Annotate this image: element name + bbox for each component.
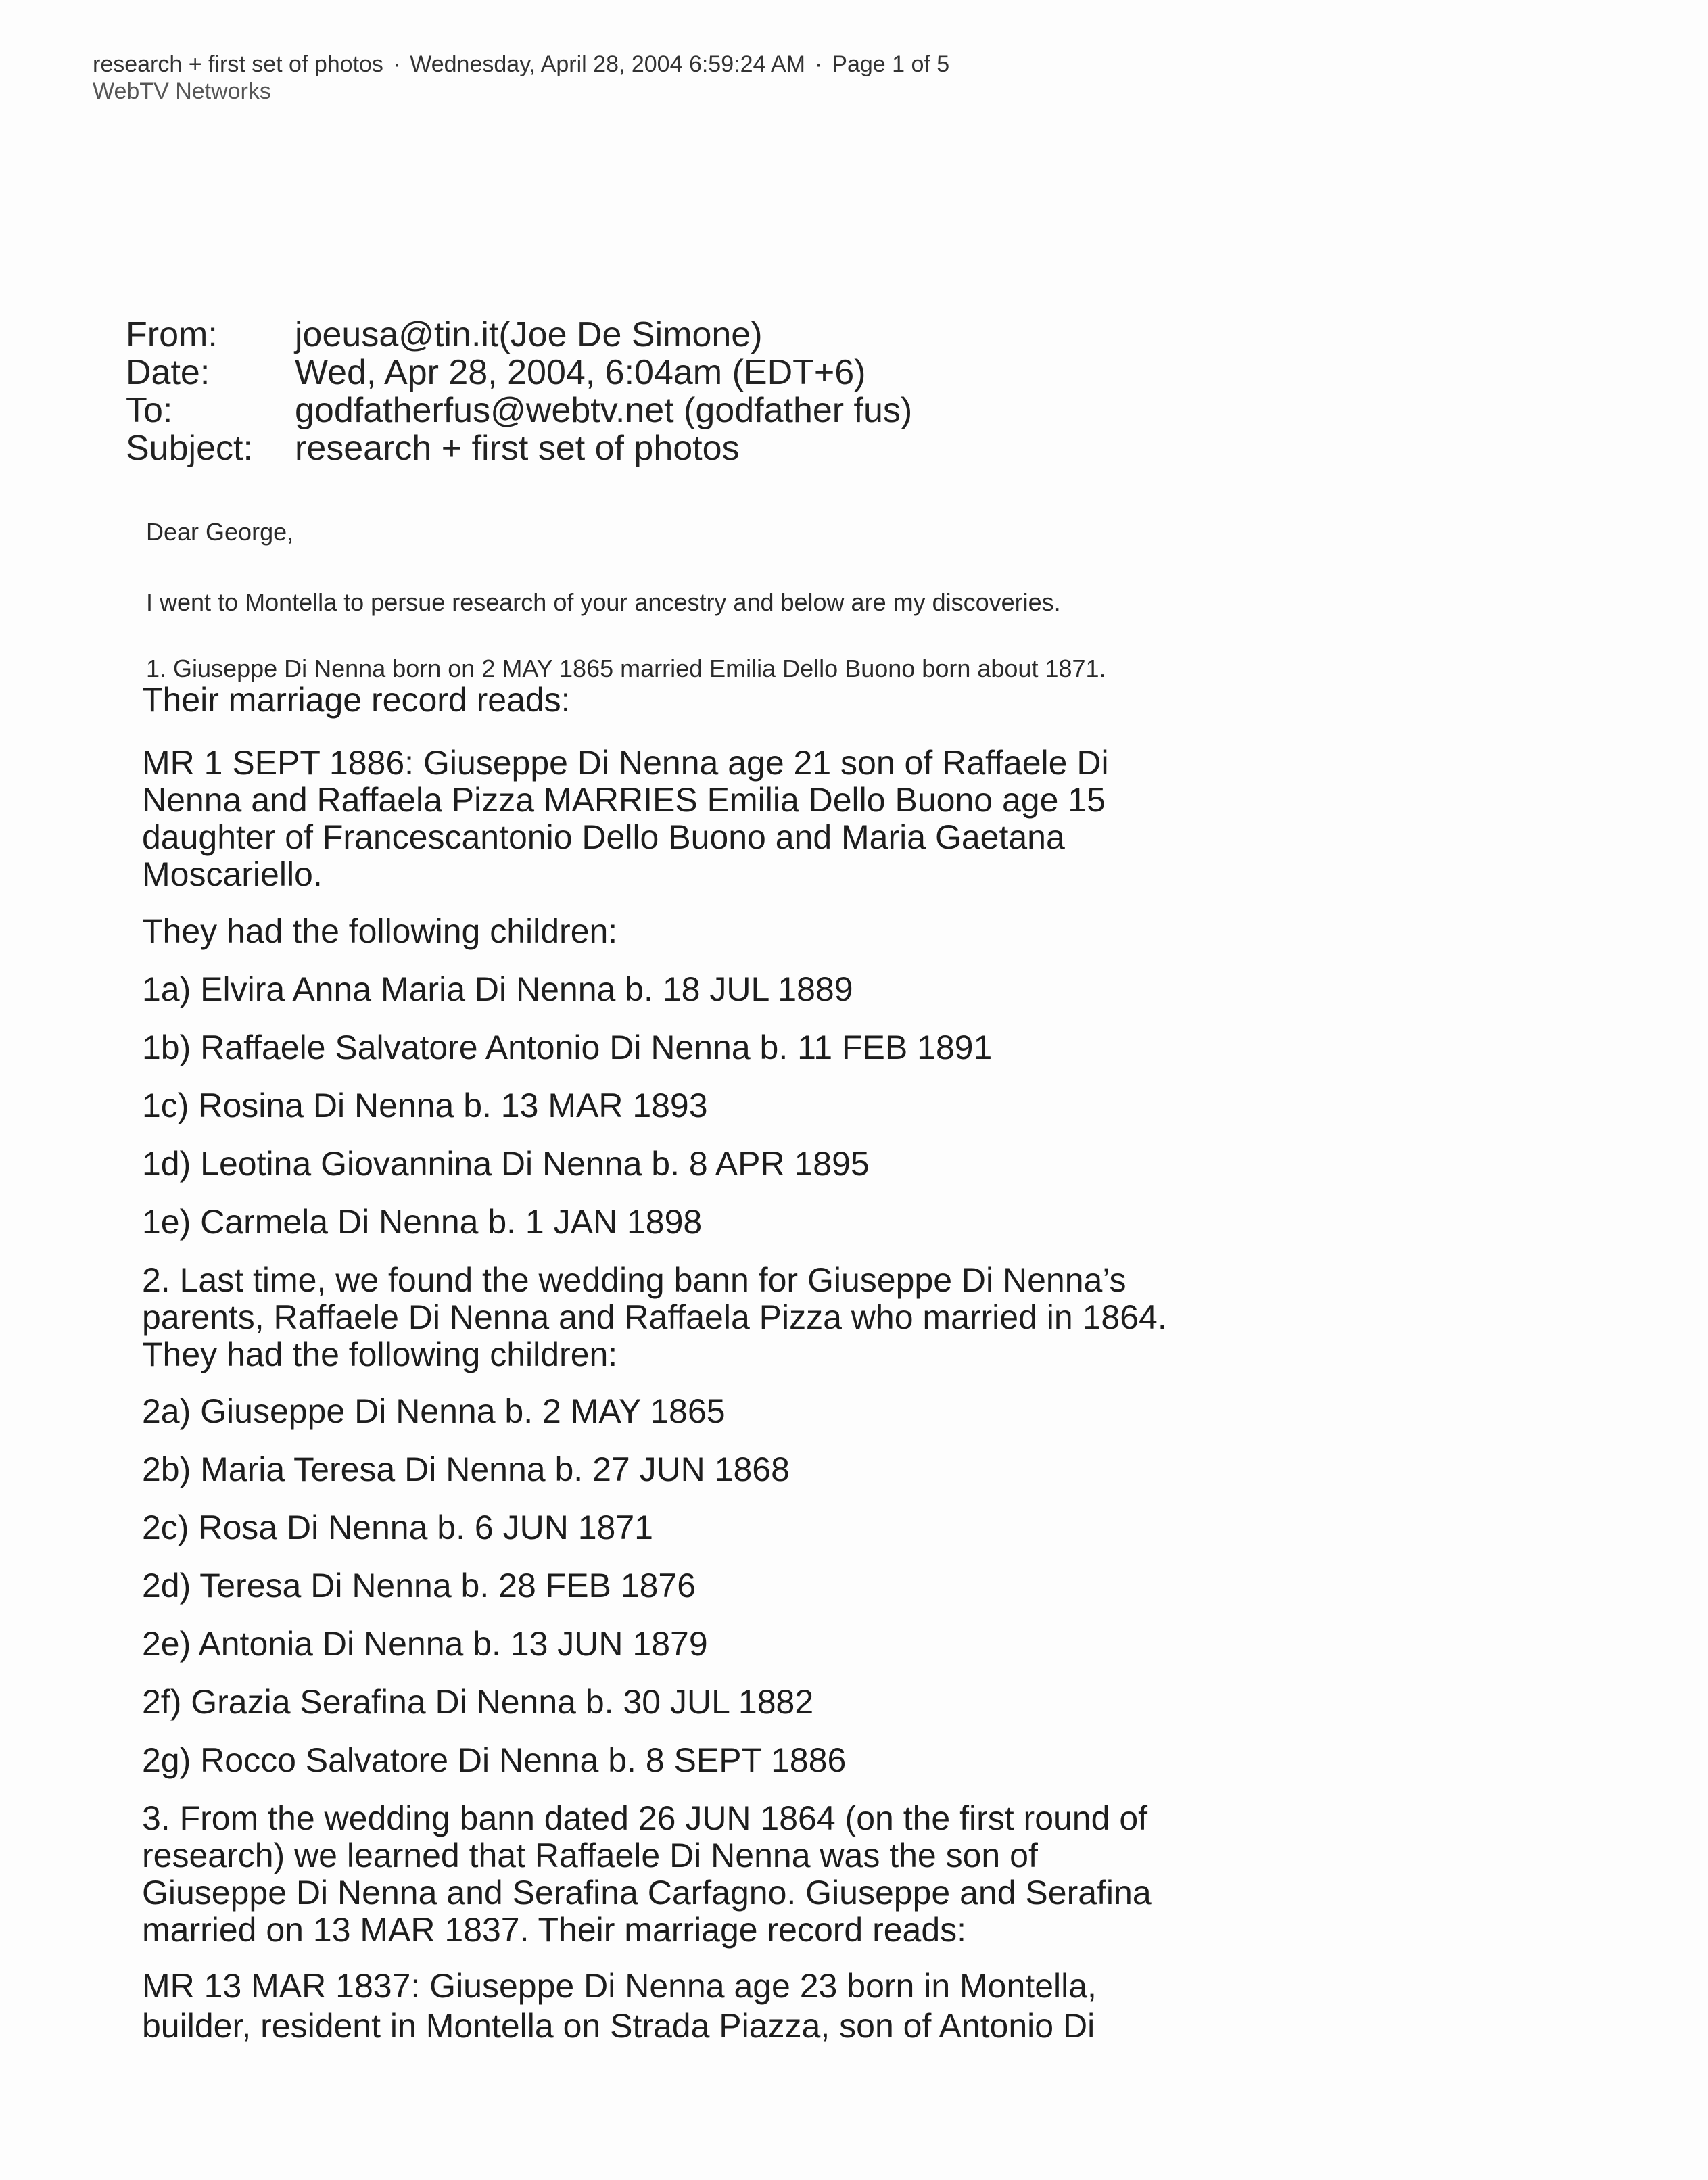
marriage-record-2-cutoff-line: builder, resident in Montella on Strada Piazza, son of Antonio Di bbox=[142, 2007, 1095, 2045]
paragraph-line: They had the following children: bbox=[142, 1335, 618, 1373]
print-header-separator: · bbox=[814, 51, 823, 77]
paragraph-line: 2. Last time, we found the wedding bann for Giuseppe Di Nenna’s bbox=[142, 1261, 1126, 1299]
print-header-subject: research + first set of photos bbox=[93, 51, 383, 77]
list-item: 1b) Raffaele Salvatore Antonio Di Nenna b. 11 FEB 1891 bbox=[142, 1028, 993, 1066]
paragraph-line: Giuseppe Di Nenna and Serafina Carfagno. Giuseppe and Serafina bbox=[142, 1874, 1152, 1912]
print-header bbox=[93, 51, 949, 78]
greeting: Dear George, bbox=[146, 518, 294, 546]
subject-row bbox=[126, 429, 912, 467]
list-item: 2a) Giuseppe Di Nenna b. 2 MAY 1865 bbox=[142, 1392, 726, 1430]
email-headers bbox=[126, 316, 912, 467]
marriage-record-2-line-1: MR 13 MAR 1837: Giuseppe Di Nenna age 23 born in Montella, bbox=[142, 1967, 1097, 2005]
list-item: 2g) Rocco Salvatore Di Nenna b. 8 SEPT 1886 bbox=[142, 1741, 847, 1779]
from-label: From: bbox=[126, 315, 218, 354]
print-header-separator: · bbox=[392, 51, 401, 77]
paragraph-line: MR 1 SEPT 1886: Giuseppe Di Nenna age 21 son of Raffaele Di bbox=[142, 744, 1109, 782]
subject-label: Subject: bbox=[126, 429, 253, 468]
item-3-paragraph bbox=[142, 1800, 1152, 1949]
print-header-datetime: Wednesday, April 28, 2004 6:59:24 AM bbox=[410, 51, 805, 77]
print-header-page: Page 1 of 5 bbox=[832, 51, 950, 77]
item-1-continuation: Their marriage record reads: bbox=[142, 681, 571, 719]
to-row bbox=[126, 392, 912, 429]
marriage-record-1 bbox=[142, 744, 1109, 893]
item-2-paragraph bbox=[142, 1262, 1167, 1373]
paragraph-line: married on 13 MAR 1837. Their marriage record reads: bbox=[142, 1911, 967, 1949]
date-value: Wed, Apr 28, 2004, 6:04am (EDT+6) bbox=[295, 353, 866, 392]
paragraph-line: research) we learned that Raffaele Di Nenna was the son of bbox=[142, 1837, 1038, 1874]
list-item: 1c) Rosina Di Nenna b. 13 MAR 1893 bbox=[142, 1087, 708, 1124]
to-label: To: bbox=[126, 391, 173, 430]
print-header-source: WebTV Networks bbox=[93, 78, 271, 104]
list-item: 2c) Rosa Di Nenna b. 6 JUN 1871 bbox=[142, 1509, 653, 1546]
paragraph-line: Nenna and Raffaela Pizza MARRIES Emilia Dello Buono age 15 bbox=[142, 781, 1106, 819]
intro-paragraph: I went to Montella to persue research of your ancestry and below are my discoveries. bbox=[146, 588, 1061, 616]
list-item: 2f) Grazia Serafina Di Nenna b. 30 JUL 1882 bbox=[142, 1683, 814, 1721]
subject-value: research + first set of photos bbox=[295, 429, 740, 468]
from-value: joeusa@tin.it(Joe De Simone) bbox=[295, 315, 763, 354]
paragraph-line: parents, Raffaele Di Nenna and Raffaela Pizza who married in 1864. bbox=[142, 1298, 1167, 1336]
paragraph-line: Moscariello. bbox=[142, 855, 323, 893]
list-item: 2d) Teresa Di Nenna b. 28 FEB 1876 bbox=[142, 1567, 696, 1605]
from-row bbox=[126, 316, 912, 354]
item-1-text: 1. Giuseppe Di Nenna born on 2 MAY 1865 married Emilia Dello Buono born about 1871. bbox=[146, 655, 1106, 682]
list-item: 1a) Elvira Anna Maria Di Nenna b. 18 JUL 1889 bbox=[142, 970, 853, 1008]
to-value: godfatherfus@webtv.net (godfather fus) bbox=[295, 391, 913, 430]
date-row bbox=[126, 354, 912, 392]
paragraph-line: 3. From the wedding bann dated 26 JUN 1864 (on the first round of bbox=[142, 1799, 1148, 1837]
list-item: 2b) Maria Teresa Di Nenna b. 27 JUN 1868 bbox=[142, 1450, 790, 1488]
list-item: 1e) Carmela Di Nenna b. 1 JAN 1898 bbox=[142, 1203, 703, 1241]
list-item: 1d) Leotina Giovannina Di Nenna b. 8 APR 1895 bbox=[142, 1145, 870, 1183]
list-item: 2e) Antonia Di Nenna b. 13 JUN 1879 bbox=[142, 1625, 708, 1663]
children-1-intro: They had the following children: bbox=[142, 912, 618, 950]
paragraph-line: daughter of Francescantonio Dello Buono and Maria Gaetana bbox=[142, 818, 1065, 856]
date-label: Date: bbox=[126, 353, 210, 392]
